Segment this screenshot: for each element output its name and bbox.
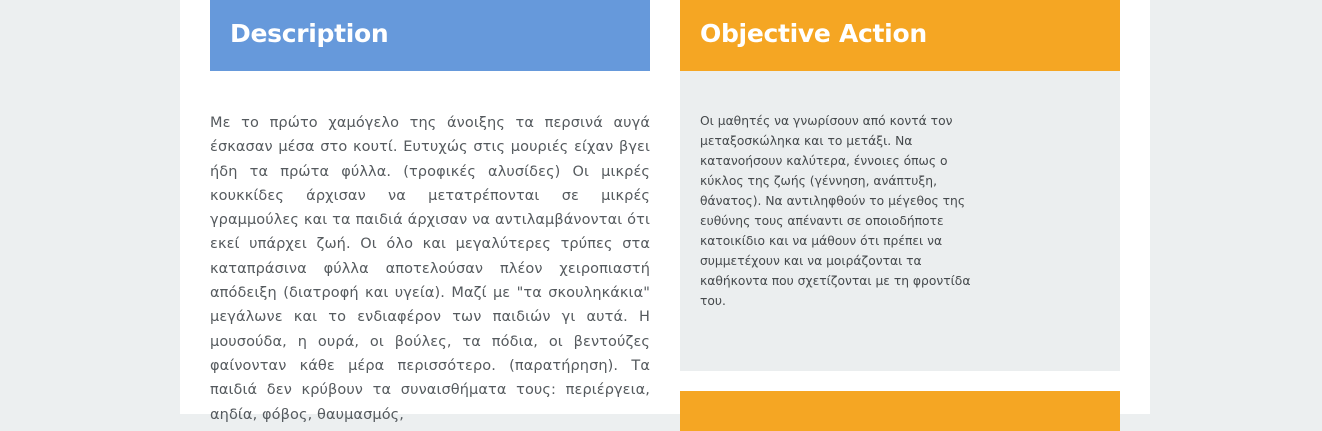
objective-header	[680, 0, 1120, 71]
description-title: Description	[230, 19, 389, 48]
next-section-header	[680, 391, 1120, 431]
description-section	[210, 0, 650, 427]
objective-title: Objective Action	[700, 19, 927, 48]
description-header	[210, 0, 650, 71]
objective-box	[680, 71, 1120, 371]
objective-section	[680, 0, 1120, 371]
content-page	[180, 0, 1150, 423]
description-text: Με το πρώτο χαμόγελο της άνοιξης τα περσινά αυγά έσκασαν μέσα στο κουτί. Ευτυχώς στις μουριές είχαν βγει ήδη τα πρώτα φύλλα. (τροφικές αλυσίδες) Οι μικρές κουκκίδες άρχισαν να μετατρέπονται σε μικρές γραμμούλες και τα παιδιά άρχισαν να αντιλαμβάνονται ότι εκεί υπάρχει ζωή. Οι όλο και μεγαλύτερες τρύπες στα καταπράσινα φύλλα αποτελούσαν πλέον χειροπιαστή απόδειξη (διατροφή και υγεία). Μαζί με "τα σκουληκάκια" μεγάλωνε και το ενδιαφέρον των παιδιών γι αυτά. Η μουσούδα, η ουρά, οι βούλες, τα πόδια, οι βεντούζες φαίνονταν κάθε μέρα περισσότερο. (παρατήρηση). Τα παιδιά δεν κρύβουν τα συναισθήματα τους: περιέργεια, αηδία, φόβος, θαυμασμός,	[210, 115, 650, 423]
objective-text: Οι μαθητές να γνωρίσουν από κοντά τον μεταξοσκώληκα και το μετάξι. Να κατανοήσουν καλύτερα, έννοιες όπως ο κύκλος της ζωής (γέννηση, ανάπτυξη, θάνατος). Να αντιληφθούν το μέγεθος της ευθύνης τους απέναντι σε οποιοδήποτε κατοικίδιο και να μάθουν ότι πρέπει να συμμετέχουν και να μοιράζονται τα καθήκοντα που σχετίζονται με τη φροντίδα του.	[700, 114, 971, 308]
